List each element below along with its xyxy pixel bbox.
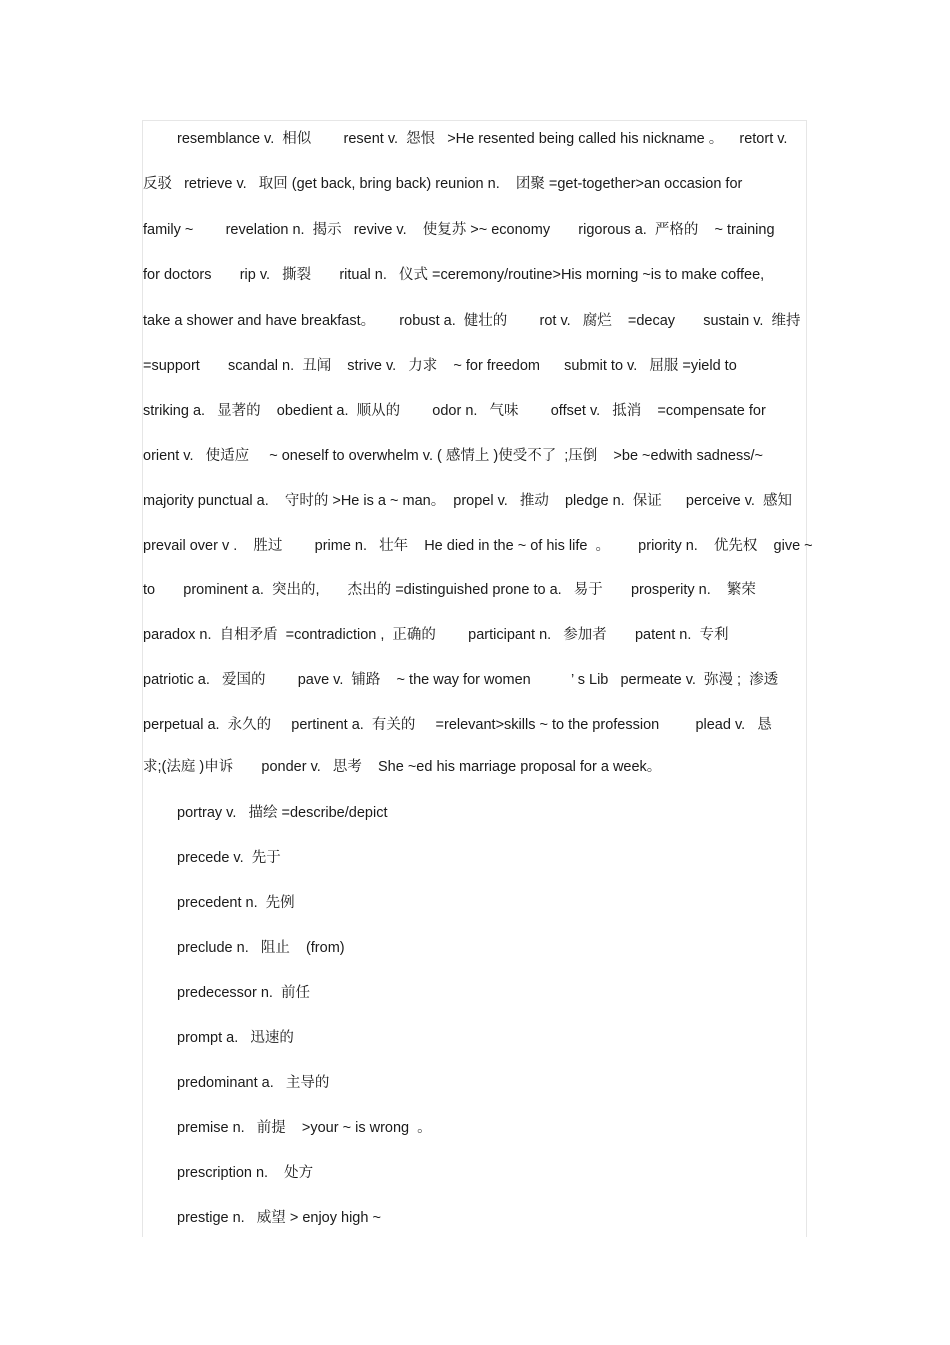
text-line: perpetual a. 永久的 pertinent a. 有关的 =relevant>skills ~ to the profession plead v. 恳 [143,717,772,733]
text-line: precede v. 先于 [177,850,281,866]
text-line: striking a. 显著的 obedient a. 顺从的 odor n. 气味 offset v. 抵消 =compensate for [143,403,766,419]
text-line: prestige n. 威望 > enjoy high ~ [177,1210,381,1226]
text-line: majority punctual a. 守时的 >He is a ~ man。 propel v. 推动 pledge n. 保证 perceive v. 感知 [143,493,792,509]
text-line: premise n. 前提 >your ~ is wrong 。 [177,1120,432,1136]
text-line: take a shower and have breakfast。 robust a. 健壮的 rot v. 腐烂 =decay sustain v. 维持 [143,313,801,329]
text-line: predecessor n. 前任 [177,985,310,1001]
text-line: family ~ revelation n. 揭示 revive v. 使复苏 >~ economy rigorous a. 严格的 ~ training [143,222,775,238]
text-line: prescription n. 处方 [177,1165,314,1181]
text-line: for doctors rip v. 撕裂 ritual n. 仪式 =ceremony/routine>His morning ~is to make coffee, [143,267,765,283]
text-line: resemblance v. 相似 resent v. 怨恨 >He resented being called his nickname 。 retort v. [177,131,788,147]
text-line: orient v. 使适应 ~ oneself to overwhelm v. ( 感情上 )使受不了 ;压倒 >be ~edwith sadness/~ [143,448,763,464]
text-line: prevail over v . 胜过 prime n. 壮年 He died in the ~ of his life 。 priority n. 优先权 give ~ [143,538,813,554]
text-line: 反驳 retrieve v. 取回 (get back, bring back) reunion n. 团聚 =get-together>an occasion for [143,176,743,192]
text-line: 求;(法庭 )申诉 ponder v. 思考 She ~ed his marriage proposal for a week。 [143,759,662,775]
text-line: =support scandal n. 丑闻 strive v. 力求 ~ for freedom submit to v. 屈服 =yield to [143,358,737,374]
text-line: to prominent a. 突出的, 杰出的 =distinguished prone to a. 易于 prosperity n. 繁荣 [143,582,756,598]
text-line: patriotic a. 爱国的 pave v. 铺路 ~ the way for women ’ s Lib permeate v. 弥漫 ; 渗透 [143,672,779,688]
text-line: portray v. 描绘 =describe/depict [177,805,388,821]
text-line: predominant a. 主导的 [177,1075,330,1091]
text-line: paradox n. 自相矛盾 =contradiction , 正确的 participant n. 参加者 patent n. 专利 [143,627,729,643]
text-line: precedent n. 先例 [177,895,295,911]
text-line: preclude n. 阻止 (from) [177,940,345,956]
text-line: prompt a. 迅速的 [177,1030,294,1046]
